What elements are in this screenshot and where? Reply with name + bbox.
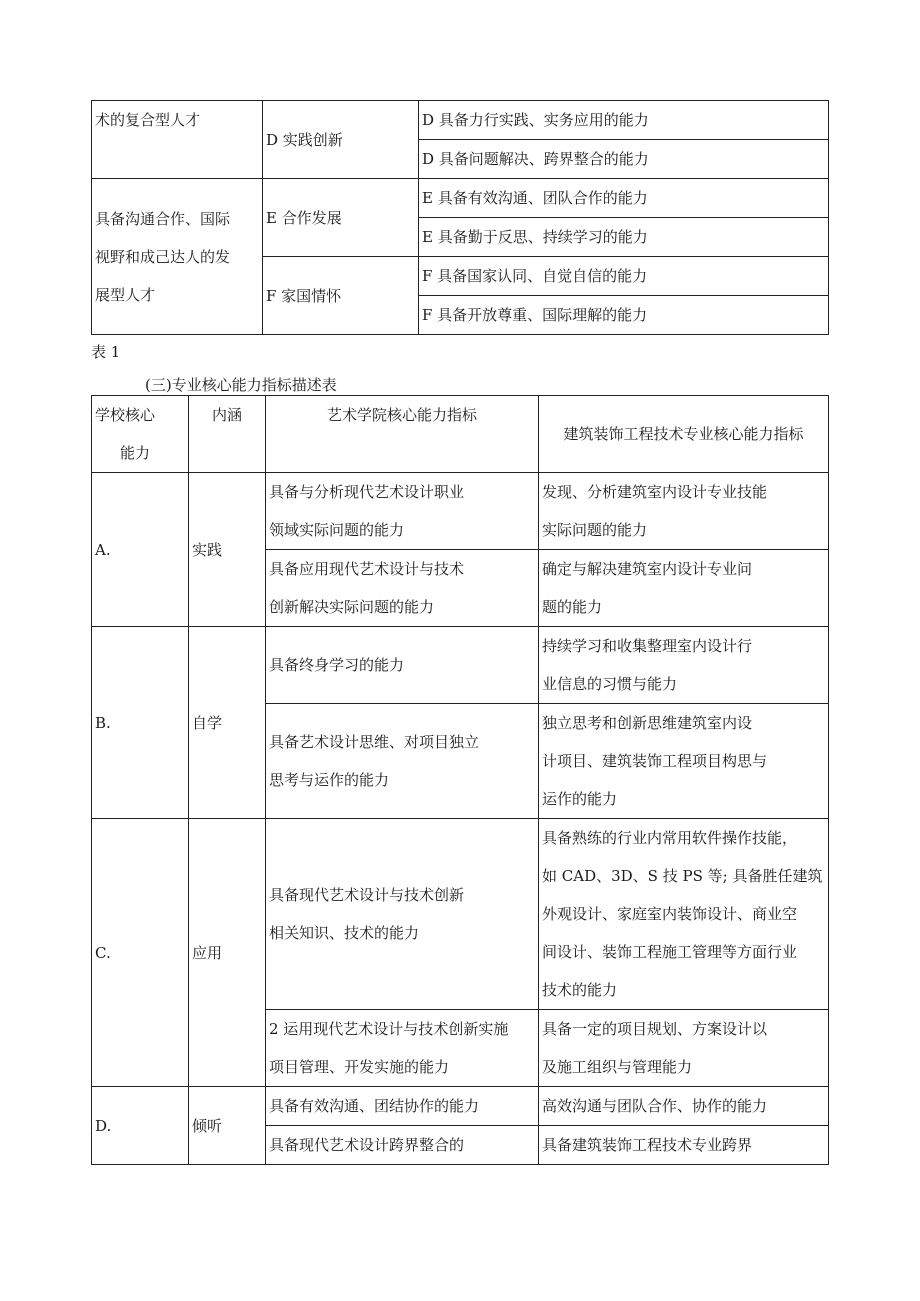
major-line: 运作的能力 bbox=[542, 790, 618, 808]
header-school-ability bbox=[92, 396, 189, 473]
talent-line: 展型人才 bbox=[95, 285, 156, 304]
header-text: 建筑装饰工程技术专业核心能力指标 bbox=[563, 425, 804, 443]
talent-cell bbox=[92, 101, 263, 179]
code-cell bbox=[92, 473, 189, 627]
competency-cell bbox=[263, 179, 419, 257]
code-text: D. bbox=[95, 1116, 112, 1135]
art-line: 创新解决实际问题的能力 bbox=[269, 598, 435, 616]
major-line: 具备一定的项目规划、方案设计以 bbox=[542, 1020, 768, 1038]
talent-line: 视野和成己达人的发 bbox=[95, 247, 231, 266]
major-line: 业信息的习惯与能力 bbox=[542, 675, 678, 693]
ability-cell bbox=[419, 218, 829, 257]
art-line: 项目管理、开发实施的能力 bbox=[269, 1058, 450, 1076]
ability-text: D 具备力行实践、实务应用的能力 bbox=[422, 111, 649, 129]
major-cell bbox=[539, 819, 829, 1010]
art-line: 具备与分析现代艺术设计职业 bbox=[269, 483, 465, 501]
talent-text: 术的复合型人才 bbox=[95, 111, 201, 129]
art-line: 领域实际问题的能力 bbox=[269, 521, 405, 539]
code-text: A. bbox=[95, 540, 111, 559]
major-line: 计项目、建筑装饰工程项目构思与 bbox=[542, 752, 768, 770]
major-line: 持续学习和收集整理室内设计行 bbox=[542, 637, 753, 655]
major-line: 题的能力 bbox=[542, 598, 603, 616]
meaning-text: 倾听 bbox=[192, 1116, 223, 1135]
major-line: 发现、分析建筑室内设计专业技能 bbox=[542, 483, 768, 501]
ability-text: F 具备开放尊重、国际理解的能力 bbox=[422, 306, 648, 324]
art-cell bbox=[266, 627, 539, 704]
art-line: 相关知识、技术的能力 bbox=[269, 924, 420, 942]
major-line: 及施工组织与管理能力 bbox=[542, 1058, 693, 1076]
art-cell bbox=[266, 819, 539, 1010]
art-line: 2 运用现代艺术设计与技术创新实施 bbox=[269, 1020, 509, 1038]
ability-text: F 具备国家认同、自觉自信的能力 bbox=[422, 267, 648, 285]
table-row bbox=[92, 473, 829, 550]
code-text: B. bbox=[95, 713, 111, 732]
major-line: 独立思考和创新思维建筑室内设 bbox=[542, 714, 753, 732]
competency-text: E 合作发展 bbox=[266, 208, 342, 227]
meaning-cell bbox=[189, 1087, 266, 1165]
major-line: 具备建筑装饰工程技术专业跨界 bbox=[542, 1136, 753, 1154]
major-line: 外观设计、家庭室内装饰设计、商业空 bbox=[542, 905, 798, 923]
major-cell bbox=[539, 1087, 829, 1126]
meaning-cell bbox=[189, 473, 266, 627]
major-line: 间设计、装饰工程施工管理等方面行业 bbox=[542, 943, 798, 961]
header-meaning bbox=[189, 396, 266, 473]
competency-cell bbox=[263, 257, 419, 335]
code-cell bbox=[92, 627, 189, 819]
code-text: C. bbox=[95, 943, 111, 962]
table-row bbox=[92, 819, 829, 1010]
ability-text: E 具备勤于反思、持续学习的能力 bbox=[422, 228, 648, 246]
table-row bbox=[92, 1087, 829, 1126]
ability-cell bbox=[419, 179, 829, 218]
talent-cell bbox=[92, 179, 263, 335]
art-line: 具备艺术设计思维、对项目独立 bbox=[269, 733, 480, 751]
art-line: 具备应用现代艺术设计与技术 bbox=[269, 560, 465, 578]
major-cell bbox=[539, 627, 829, 704]
code-cell bbox=[92, 1087, 189, 1165]
major-line: 高效沟通与团队合作、协作的能力 bbox=[542, 1097, 768, 1115]
major-cell bbox=[539, 1126, 829, 1165]
ability-cell bbox=[419, 101, 829, 140]
major-line: 技术的能力 bbox=[542, 981, 618, 999]
major-cell bbox=[539, 550, 829, 627]
major-cell bbox=[539, 1010, 829, 1087]
talent-table bbox=[91, 100, 829, 335]
ability-cell bbox=[419, 257, 829, 296]
code-cell bbox=[92, 819, 189, 1087]
header-art-ability bbox=[266, 396, 539, 473]
header-line: 能力 bbox=[120, 444, 151, 462]
art-cell bbox=[266, 1010, 539, 1087]
meaning-cell bbox=[189, 819, 266, 1087]
ability-cell bbox=[419, 296, 829, 335]
table-header-row bbox=[92, 396, 829, 473]
competency-text: F 家国情怀 bbox=[266, 286, 342, 305]
art-line: 思考与运作的能力 bbox=[269, 771, 390, 789]
art-cell bbox=[266, 1087, 539, 1126]
major-line: 如 CAD、3D、S 技 PS 等; 具备胜任建筑 bbox=[542, 867, 823, 885]
header-major-ability bbox=[539, 396, 829, 473]
major-cell bbox=[539, 704, 829, 819]
table-row bbox=[92, 627, 829, 704]
ability-text: E 具备有效沟通、团队合作的能力 bbox=[422, 189, 648, 207]
art-cell bbox=[266, 550, 539, 627]
art-line: 具备终身学习的能力 bbox=[269, 656, 405, 674]
meaning-cell bbox=[189, 627, 266, 819]
major-line: 确定与解决建筑室内设计专业问 bbox=[542, 560, 753, 578]
competency-cell bbox=[263, 101, 419, 179]
header-text: 内涵 bbox=[211, 406, 242, 424]
talent-line: 具备沟通合作、国际 bbox=[95, 209, 231, 228]
major-cell bbox=[539, 473, 829, 550]
art-line: 具备现代艺术设计与技术创新 bbox=[269, 886, 465, 904]
art-cell bbox=[266, 704, 539, 819]
competency-text: D 实践创新 bbox=[266, 130, 343, 149]
art-cell bbox=[266, 1126, 539, 1165]
art-cell bbox=[266, 473, 539, 550]
meaning-text: 应用 bbox=[192, 943, 223, 962]
section-title: (三)专业核心能力指标描述表 bbox=[145, 376, 337, 394]
art-line: 具备有效沟通、团结协作的能力 bbox=[269, 1097, 480, 1115]
table-caption: 表 1 bbox=[91, 343, 121, 361]
ability-cell bbox=[419, 140, 829, 179]
meaning-text: 实践 bbox=[192, 540, 223, 559]
meaning-text: 自学 bbox=[192, 713, 223, 732]
major-line: 具备熟练的行业内常用软件操作技能， bbox=[542, 829, 798, 847]
art-line: 具备现代艺术设计跨界整合的 bbox=[269, 1136, 465, 1154]
header-line: 学校核心 bbox=[95, 406, 156, 424]
major-line: 实际问题的能力 bbox=[542, 521, 648, 539]
core-ability-table bbox=[91, 395, 829, 1165]
ability-text: D 具备问题解决、跨界整合的能力 bbox=[422, 150, 649, 168]
header-text: 艺术学院核心能力指标 bbox=[326, 406, 477, 424]
